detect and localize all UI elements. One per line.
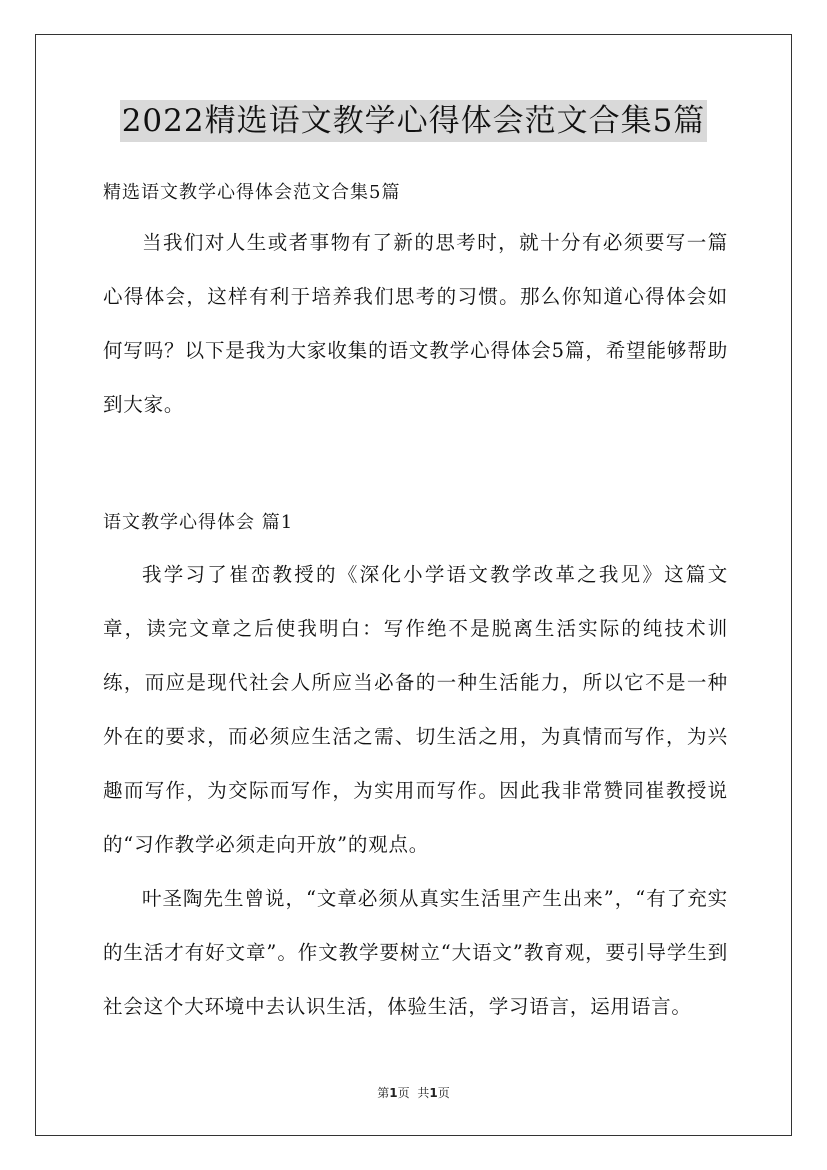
- page-current: 1: [389, 1086, 398, 1100]
- document-subtitle: 精选语文教学心得体会范文合集5篇: [103, 182, 401, 203]
- total-prefix: 共: [417, 1086, 430, 1100]
- page-total: 1: [429, 1086, 438, 1100]
- page-footer: [0, 1084, 827, 1101]
- body-paragraph-2: 叶圣陶先生曾说，“文章必须从真实生活里产生出来”，“有了充实的生活才有好文章”。作文教学要树立“大语文”教育观，要引导学生到社会这个大环境中去认识生活，体验生活，学习语言，运用语言。: [103, 887, 728, 1018]
- total-suffix: 页: [437, 1086, 450, 1100]
- body-paragraph-1: 我学习了崔峦教授的《深化小学语文教学改革之我见》这篇文章，读完文章之后使我明白：写作绝不是脱离生活实际的纯技术训练，而应是现代社会人所应当必备的一种生活能力，所以它不是一种外在的要求，而必须应生活之需、切生活之用，为真情而写作，为兴趣而写作，为交际而写作，为实用而写作。因此我非常赞同崔教授说的“习作教学必须走向开放”的观点。: [103, 563, 728, 856]
- document-title: 2022精选语文教学心得体会范文合集5篇: [120, 100, 708, 142]
- document-body: [103, 170, 728, 1034]
- page-prefix: 第: [377, 1086, 390, 1100]
- section-heading: 语文教学心得体会 篇1: [103, 512, 294, 533]
- intro-paragraph: 当我们对人生或者事物有了新的思考时，就十分有必须要写一篇心得体会，这样有利于培养我们思考的习惯。那么你知道心得体会如何写吗？以下是我为大家收集的语文教学心得体会5篇，希望能够帮助到大家。: [103, 231, 728, 416]
- section-gap: [103, 432, 728, 498]
- page-suffix: 页: [397, 1086, 410, 1100]
- title-wrap: [0, 100, 827, 142]
